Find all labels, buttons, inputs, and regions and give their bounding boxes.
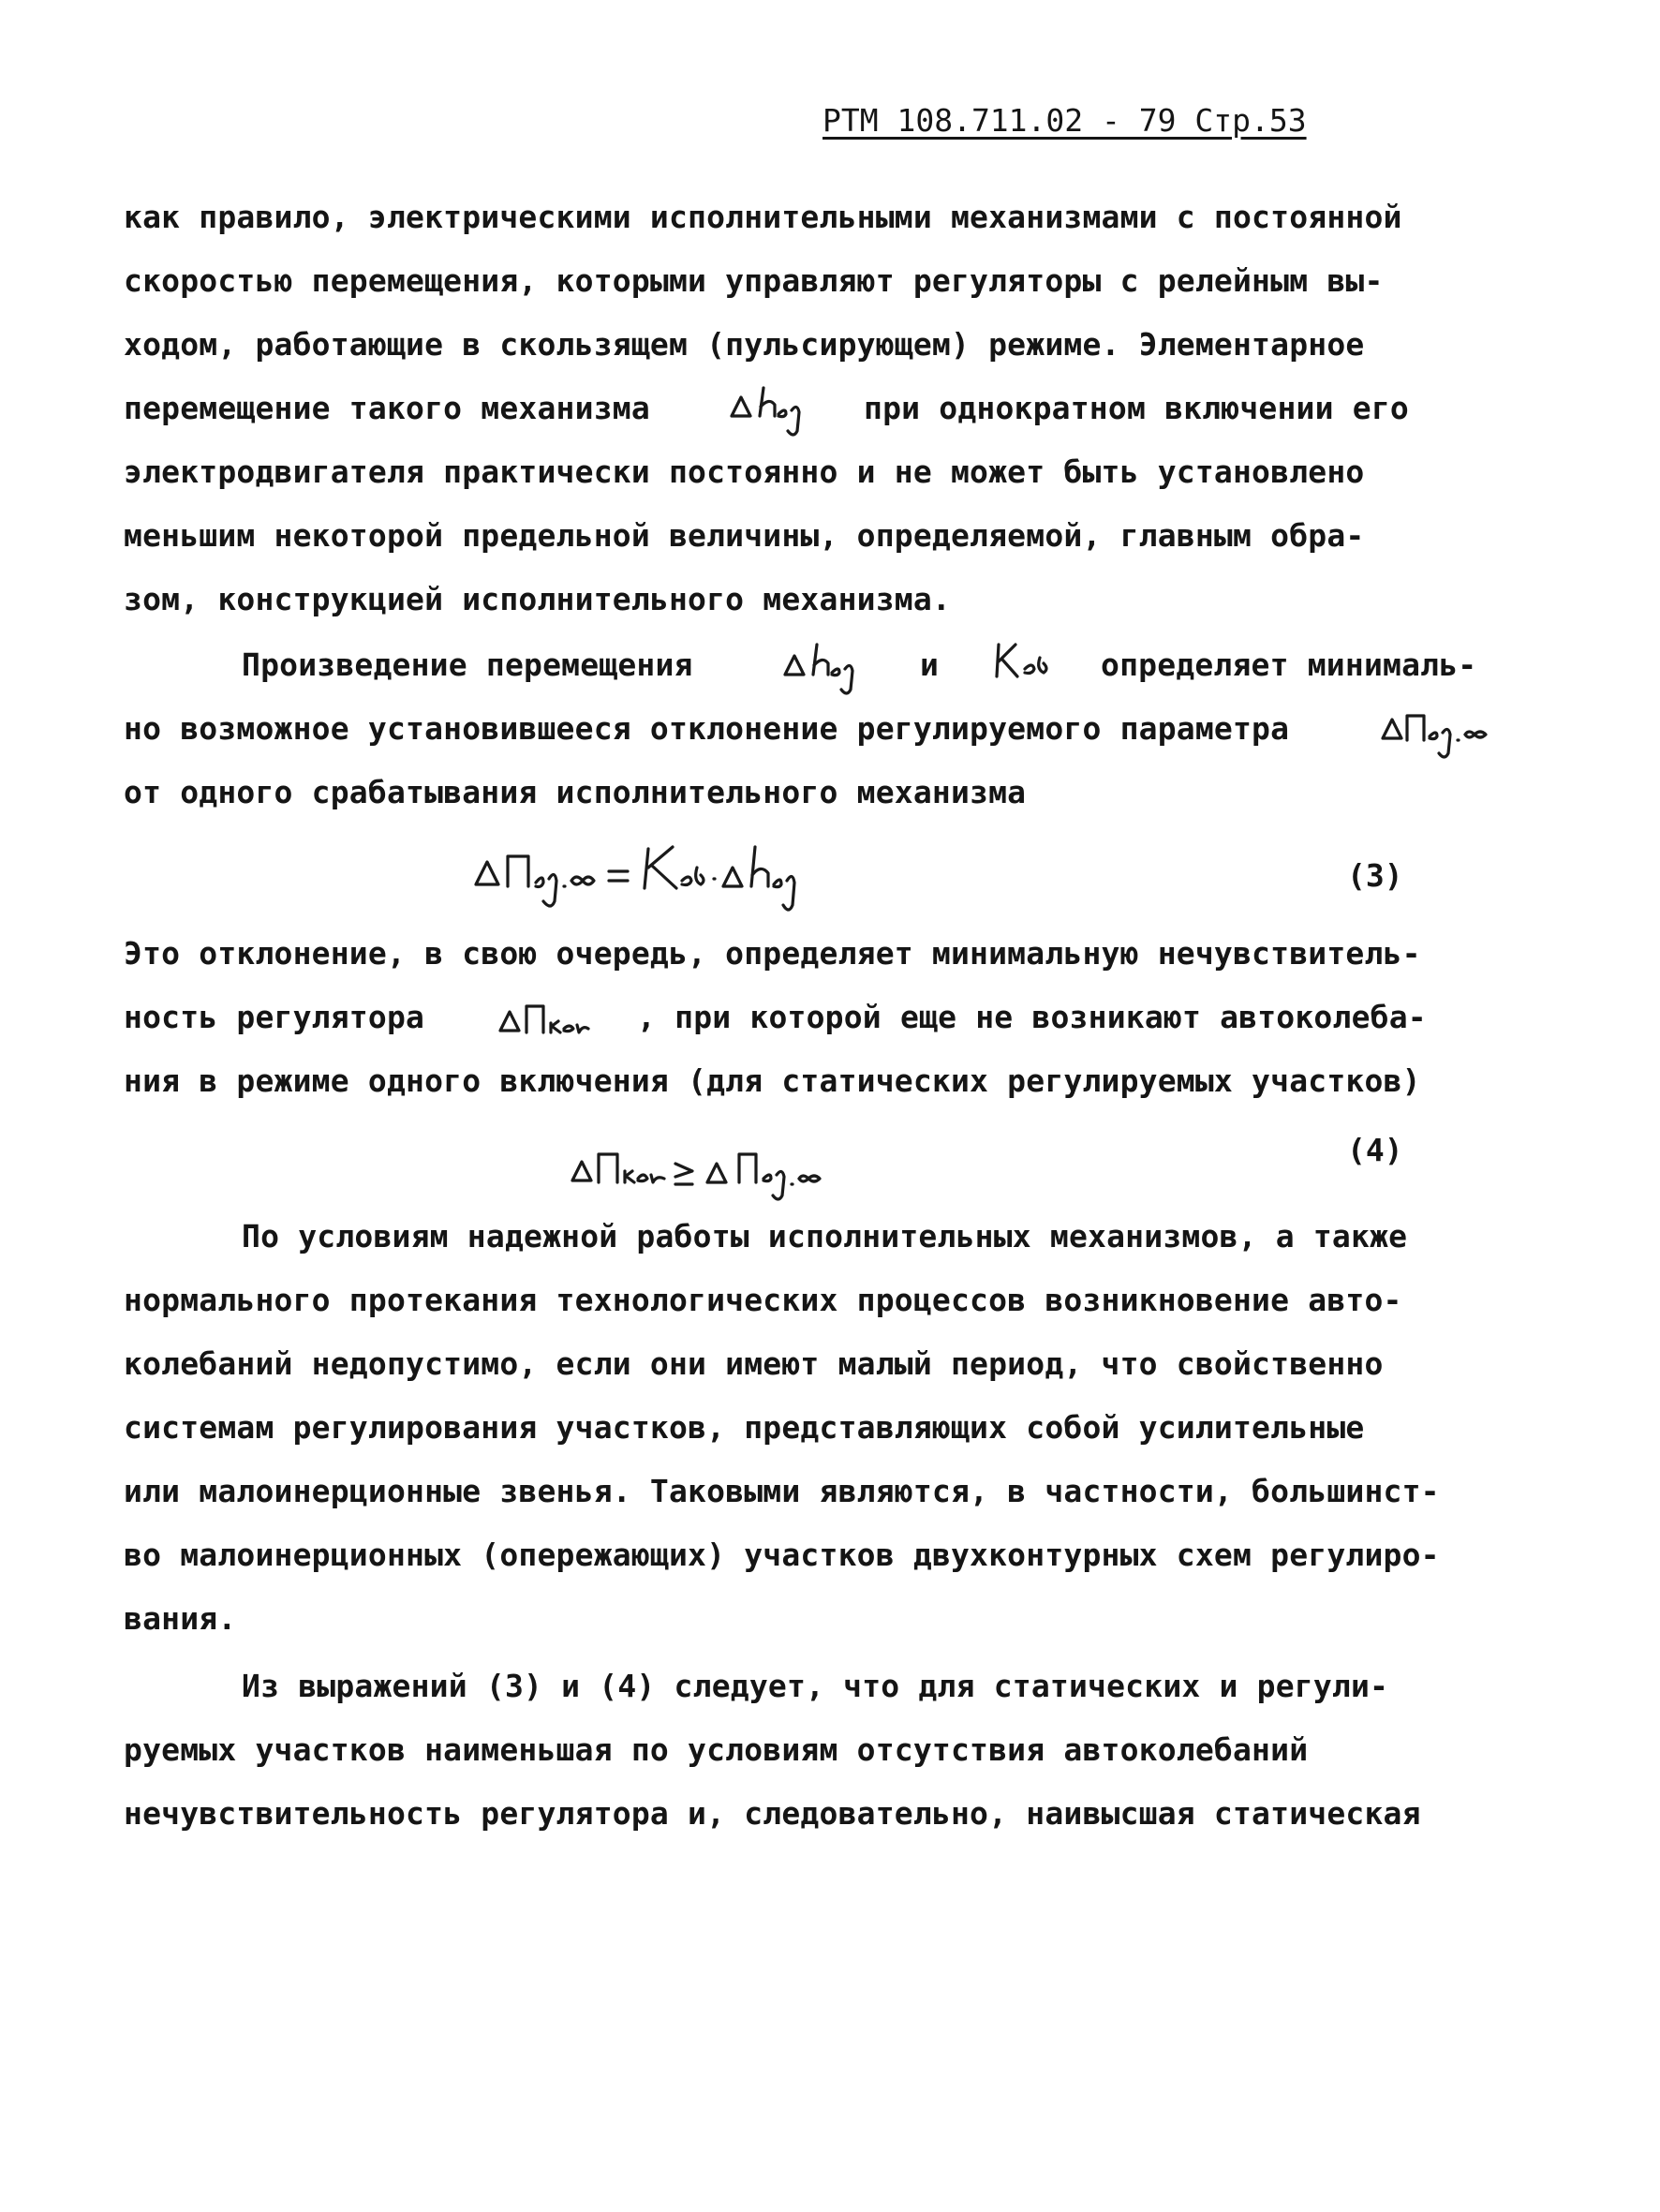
text-line: вания.: [124, 1600, 237, 1637]
text-line: электродвигателя практически постоянно и не может быть установлено: [124, 453, 1365, 490]
text-line: Это отклонение, в свою очередь, определяет минимальную нечувствитель-: [124, 935, 1421, 972]
text-line: Из выражений (3) и (4) следует, что для статических и регули-: [242, 1668, 1389, 1704]
page-header: РТМ 108.711.02 - 79 Стр.53: [823, 102, 1307, 139]
text-line: колебаний недопустимо, если они имеют малый период, что свойственно: [124, 1345, 1384, 1382]
text-line: По условиям надежной работы исполнительных механизмов, а также: [242, 1218, 1408, 1254]
text-line: ходом, работающие в скользящем (пульсирующем) режиме. Элементарное: [124, 326, 1365, 363]
text-line: нечувствительность регулятора и, следовательно, наивысшая статическая: [124, 1795, 1421, 1832]
text-line: как правило, электрическими исполнительными механизмами с постоянной: [124, 199, 1402, 235]
text-line: руемых участков наименьшая по условиям отсутствия автоколебаний: [124, 1731, 1309, 1768]
text-line: , при которой еще не возникают автоколеба-: [637, 999, 1427, 1035]
equation-number: (3): [1347, 857, 1403, 894]
delta-p-ed-inf-icon: [1377, 705, 1518, 770]
text-line: и: [920, 646, 940, 683]
text-line: определяет минималь-: [1101, 646, 1477, 683]
text-line: от одного срабатывания исполнительного механизма: [124, 774, 1027, 810]
text-line: или малоинерционные звенья. Таковыми являются, в частности, большинст-: [124, 1473, 1440, 1509]
text-line: системам регулирования участков, представляющих собой усилительные: [124, 1409, 1365, 1446]
text-line: зом, конструкцией исполнительного механизма.: [124, 581, 951, 617]
text-line: ния в режиме одного включения (для статических регулируемых участков): [124, 1062, 1421, 1099]
equation-3-icon: [468, 834, 937, 937]
delta-h-ed-icon: [779, 641, 882, 706]
text-line: нормального протекания технологических процессов возникновение авто-: [124, 1282, 1402, 1318]
text-line: скоростью перемещения, которыми управляют регуляторы с релейным вы-: [124, 262, 1384, 299]
text-line: ность регулятора: [124, 999, 425, 1035]
delta-p-nech-icon: [495, 997, 616, 1044]
delta-h-ed-icon: [726, 382, 829, 448]
equation-number: (4): [1347, 1132, 1403, 1168]
text-line: Произведение перемещения: [242, 646, 693, 683]
k-ob-icon: [991, 641, 1075, 697]
text-line: при однократном включении его: [864, 390, 1409, 426]
equation-4-icon: [567, 1143, 904, 1218]
text-line: во малоинерционных (опережающих) участков двухконтурных схем регулиро-: [124, 1537, 1440, 1573]
text-line: но возможное установившееся отклонение регулируемого параметра: [124, 710, 1290, 747]
text-line: перемещение такого механизма: [124, 390, 650, 426]
text-line: меньшим некоторой предельной величины, определяемой, главным обра-: [124, 517, 1365, 554]
